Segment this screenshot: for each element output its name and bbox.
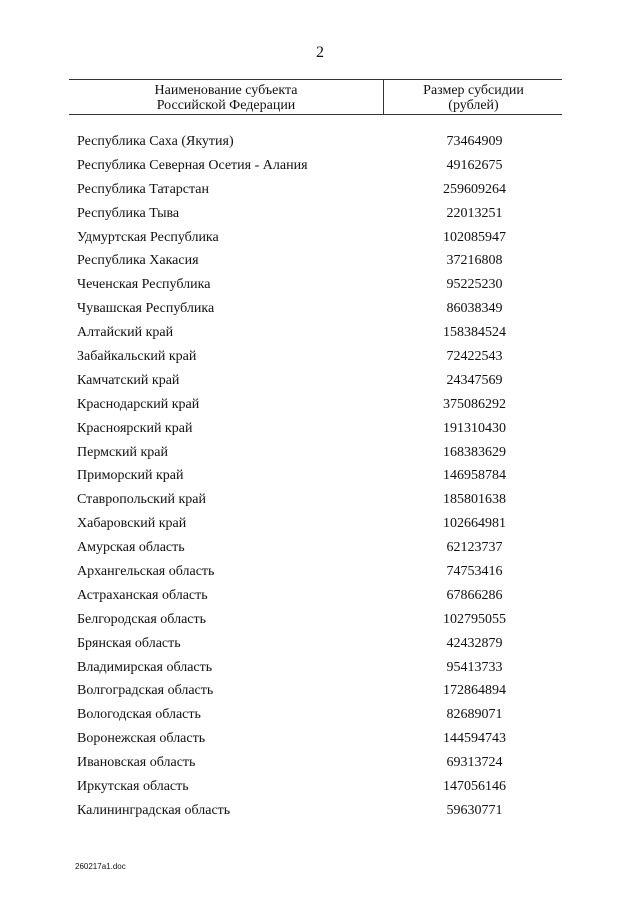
subsidy-value: 37216808 xyxy=(446,253,503,269)
table-body xyxy=(0,132,640,825)
table-row xyxy=(0,299,640,323)
subsidy-value: 72422543 xyxy=(446,349,503,365)
subsidy-value: 86038349 xyxy=(446,301,503,317)
header-value-line1: Размер субсидии xyxy=(423,83,524,98)
table-row xyxy=(0,705,640,729)
subsidy-value: 102085947 xyxy=(443,229,506,245)
region-name: Ставропольский край xyxy=(77,492,206,508)
region-name: Чувашская Республика xyxy=(77,301,215,317)
header-name-line2: Российской Федерации xyxy=(156,98,296,113)
subsidy-value: 74753416 xyxy=(446,564,503,580)
header-value-column xyxy=(385,80,562,114)
table-row xyxy=(0,562,640,586)
table-row xyxy=(0,347,640,371)
region-name: Воронежская область xyxy=(77,731,206,747)
region-name: Астраханская область xyxy=(77,587,208,603)
region-name: Иркутская область xyxy=(77,779,189,795)
region-name: Удмуртская Республика xyxy=(77,229,219,245)
table-row xyxy=(0,777,640,801)
table-row xyxy=(0,180,640,204)
region-name: Брянская область xyxy=(77,635,181,651)
subsidy-value: 69313724 xyxy=(446,755,503,771)
subsidy-value: 144594743 xyxy=(443,731,506,747)
region-name: Краснодарский край xyxy=(77,396,200,412)
subsidy-value: 73464909 xyxy=(446,134,503,149)
subsidy-value: 95413733 xyxy=(446,659,503,675)
table-row xyxy=(0,371,640,395)
subsidy-value: 95225230 xyxy=(446,277,503,293)
header-value-line2: (рублей) xyxy=(448,98,499,113)
subsidy-value: 42432879 xyxy=(446,635,503,651)
subsidy-value: 375086292 xyxy=(443,396,506,412)
table-row xyxy=(0,586,640,610)
header-name-line1: Наименование субъекта xyxy=(154,83,298,98)
table-row xyxy=(0,228,640,252)
subsidy-value: 259609264 xyxy=(443,181,506,197)
subsidy-value: 24347569 xyxy=(446,372,503,388)
subsidy-value: 168383629 xyxy=(443,444,506,460)
subsidy-value: 172864894 xyxy=(443,683,506,699)
region-name: Белгородская область xyxy=(77,611,207,627)
region-name: Ивановская область xyxy=(77,755,196,771)
region-name: Волгоградская область xyxy=(77,683,214,699)
table-row xyxy=(0,251,640,275)
region-name: Приморский край xyxy=(77,468,184,484)
footer-filename: 260217a1.doc xyxy=(75,862,126,871)
table-row xyxy=(0,514,640,538)
table-row xyxy=(0,132,640,156)
region-name: Республика Северная Осетия - Алания xyxy=(77,157,308,173)
table-row xyxy=(0,658,640,682)
table-row xyxy=(0,204,640,228)
page-number: 2 xyxy=(316,44,324,61)
subsidy-value: 67866286 xyxy=(446,587,503,603)
table-header xyxy=(69,79,562,115)
subsidy-value: 82689071 xyxy=(446,707,503,723)
table-row xyxy=(0,395,640,419)
region-name: Республика Татарстан xyxy=(77,181,210,197)
region-name: Камчатский край xyxy=(77,372,180,388)
table-row xyxy=(0,729,640,753)
table-row xyxy=(0,538,640,562)
region-name: Пермский край xyxy=(77,444,168,460)
subsidy-value: 102664981 xyxy=(443,516,506,532)
subsidy-value: 146958784 xyxy=(443,468,506,484)
region-name: Республика Хакасия xyxy=(77,253,199,269)
region-name: Республика Тыва xyxy=(77,205,180,221)
subsidy-value: 185801638 xyxy=(443,492,506,508)
region-name: Архангельская область xyxy=(77,564,215,580)
subsidy-value: 191310430 xyxy=(443,420,506,436)
table-row xyxy=(0,156,640,180)
table-row xyxy=(0,323,640,347)
table-row xyxy=(0,634,640,658)
region-name: Республика Саха (Якутия) xyxy=(77,134,234,149)
table-row xyxy=(0,490,640,514)
region-name: Красноярский край xyxy=(77,420,193,436)
region-name: Владимирская область xyxy=(77,659,213,675)
region-name: Забайкальский край xyxy=(77,349,197,365)
subsidy-value: 49162675 xyxy=(446,157,503,173)
table-row xyxy=(0,610,640,634)
table-row xyxy=(0,275,640,299)
table-row xyxy=(0,681,640,705)
region-name: Чеченская Республика xyxy=(77,277,211,293)
region-name: Калининградская область xyxy=(77,802,231,818)
subsidy-value: 22013251 xyxy=(446,205,503,221)
table-row xyxy=(0,466,640,490)
table-row xyxy=(0,753,640,777)
subsidy-value: 59630771 xyxy=(446,802,503,818)
subsidy-value: 62123737 xyxy=(446,540,503,556)
region-name: Хабаровский край xyxy=(77,516,187,532)
table-row xyxy=(0,801,640,825)
subsidy-value: 102795055 xyxy=(443,611,506,627)
subsidy-value: 147056146 xyxy=(443,779,506,795)
region-name: Амурская область xyxy=(77,540,185,556)
table-row xyxy=(0,443,640,467)
header-name-column xyxy=(69,80,384,114)
region-name: Вологодская область xyxy=(77,707,201,723)
table-row xyxy=(0,419,640,443)
region-name: Алтайский край xyxy=(77,325,174,341)
subsidy-value: 158384524 xyxy=(443,325,506,341)
